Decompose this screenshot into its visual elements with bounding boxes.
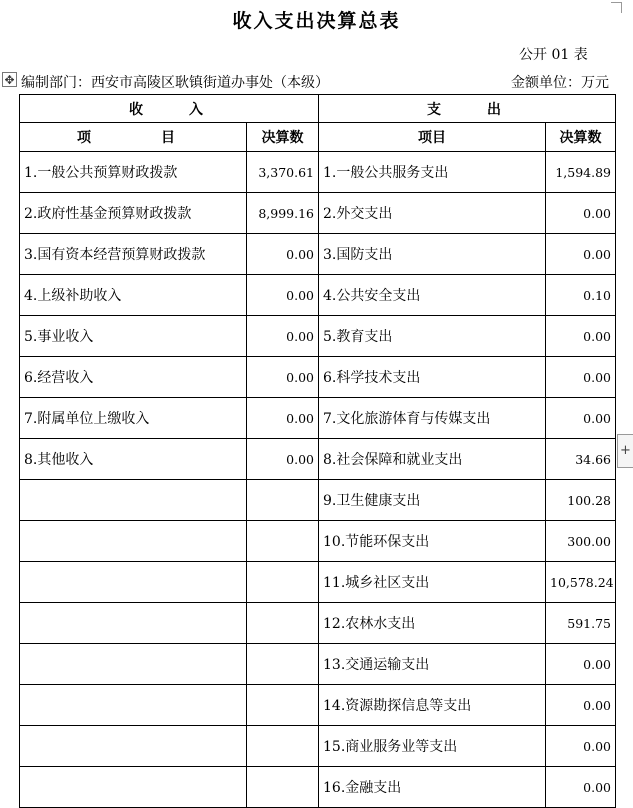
income-amount-cell <box>247 726 319 767</box>
income-amount-cell <box>247 480 319 521</box>
expenditure-item-cell: 1.一般公共服务支出 <box>319 152 546 193</box>
expenditure-amount-cell: 0.00 <box>546 767 616 808</box>
income-amount-cell <box>247 562 319 603</box>
income-item-cell <box>20 480 247 521</box>
expenditure-item-cell: 6.科学技术支出 <box>319 357 546 398</box>
expenditure-item-cell: 4.公共安全支出 <box>319 275 546 316</box>
expenditure-item-cell: 13.交通运输支出 <box>319 644 546 685</box>
table-row <box>20 644 616 685</box>
expenditure-item-cell: 12.农林水支出 <box>319 603 546 644</box>
table-row <box>20 480 616 521</box>
table-header-row <box>20 95 616 123</box>
income-item-header: 项 目 <box>20 123 247 152</box>
income-item-cell <box>20 521 247 562</box>
income-item-cell <box>20 726 247 767</box>
table-row <box>20 398 616 439</box>
expenditure-amount-cell: 1,594.89 <box>546 152 616 193</box>
income-amount-cell: 8,999.16 <box>247 193 319 234</box>
expenditure-item-cell: 10.节能环保支出 <box>319 521 546 562</box>
table-subheader-row <box>20 123 616 152</box>
table-row <box>20 357 616 398</box>
table-row <box>20 193 616 234</box>
expenditure-amount-cell: 0.00 <box>546 234 616 275</box>
table-row <box>20 562 616 603</box>
income-item-cell: 4.上级补助收入 <box>20 275 247 316</box>
table-row <box>20 152 616 193</box>
expenditure-amount-header: 决算数 <box>546 123 616 152</box>
expenditure-item-cell: 11.城乡社区支出 <box>319 562 546 603</box>
income-item-cell: 3.国有资本经营预算财政拨款 <box>20 234 247 275</box>
table-row <box>20 234 616 275</box>
expenditure-item-cell: 7.文化旅游体育与传媒支出 <box>319 398 546 439</box>
income-header: 收 入 <box>20 95 319 123</box>
table-row <box>20 439 616 480</box>
income-amount-cell: 0.00 <box>247 234 319 275</box>
income-item-cell <box>20 562 247 603</box>
income-item-cell: 6.经营收入 <box>20 357 247 398</box>
plus-icon[interactable]: + <box>617 434 633 468</box>
table-row <box>20 316 616 357</box>
income-item-cell: 1.一般公共预算财政拨款 <box>20 152 247 193</box>
expenditure-item-cell: 5.教育支出 <box>319 316 546 357</box>
income-amount-cell: 0.00 <box>247 275 319 316</box>
income-amount-cell <box>247 685 319 726</box>
table-row <box>20 521 616 562</box>
expenditure-item-header: 项目 <box>319 123 546 152</box>
income-amount-cell: 0.00 <box>247 439 319 480</box>
move-handle-icon[interactable]: ✥ <box>2 72 17 87</box>
table-row <box>20 275 616 316</box>
table-row <box>20 767 616 808</box>
page-title: 收入支出决算总表 <box>232 10 401 32</box>
expenditure-amount-cell: 0.00 <box>546 685 616 726</box>
expenditure-amount-cell: 10,578.24 <box>546 562 616 603</box>
income-item-cell <box>20 603 247 644</box>
table-row <box>20 726 616 767</box>
corner-mark <box>611 2 622 13</box>
expenditure-item-cell: 2.外交支出 <box>319 193 546 234</box>
expenditure-item-cell: 15.商业服务业等支出 <box>319 726 546 767</box>
expenditure-item-cell: 14.资源勘探信息等支出 <box>319 685 546 726</box>
form-number: 公开 01 表 <box>519 47 588 63</box>
income-item-cell <box>20 685 247 726</box>
income-amount-header: 决算数 <box>247 123 319 152</box>
expenditure-item-cell: 8.社会保障和就业支出 <box>319 439 546 480</box>
expenditure-amount-cell: 0.00 <box>546 357 616 398</box>
expenditure-amount-cell: 0.00 <box>546 398 616 439</box>
income-item-cell: 8.其他收入 <box>20 439 247 480</box>
expenditure-item-cell: 3.国防支出 <box>319 234 546 275</box>
expenditure-item-cell: 9.卫生健康支出 <box>319 480 546 521</box>
expenditure-amount-cell: 0.00 <box>546 193 616 234</box>
expenditure-amount-cell: 34.66 <box>546 439 616 480</box>
income-amount-cell: 0.00 <box>247 398 319 439</box>
table-row <box>20 685 616 726</box>
summary-table <box>19 94 616 808</box>
income-amount-cell: 3,370.61 <box>247 152 319 193</box>
income-item-cell <box>20 767 247 808</box>
expenditure-amount-cell: 0.00 <box>546 644 616 685</box>
expenditure-amount-cell: 0.00 <box>546 726 616 767</box>
department-label: 编制部门：西安市高陵区耿镇街道办事处（本级） <box>21 75 329 91</box>
unit-label: 金额单位：万元 <box>511 75 609 91</box>
expenditure-item-cell: 16.金融支出 <box>319 767 546 808</box>
income-item-cell: 2.政府性基金预算财政拨款 <box>20 193 247 234</box>
income-item-cell: 7.附属单位上缴收入 <box>20 398 247 439</box>
income-amount-cell <box>247 767 319 808</box>
expenditure-amount-cell: 0.00 <box>546 316 616 357</box>
income-item-cell <box>20 644 247 685</box>
expenditure-amount-cell: 591.75 <box>546 603 616 644</box>
income-item-cell: 5.事业收入 <box>20 316 247 357</box>
expenditure-amount-cell: 300.00 <box>546 521 616 562</box>
expenditure-amount-cell: 100.28 <box>546 480 616 521</box>
expenditure-amount-cell: 0.10 <box>546 275 616 316</box>
table-row <box>20 603 616 644</box>
income-amount-cell <box>247 603 319 644</box>
income-amount-cell: 0.00 <box>247 316 319 357</box>
expenditure-header: 支 出 <box>319 95 616 123</box>
income-amount-cell <box>247 644 319 685</box>
income-amount-cell <box>247 521 319 562</box>
income-amount-cell: 0.00 <box>247 357 319 398</box>
